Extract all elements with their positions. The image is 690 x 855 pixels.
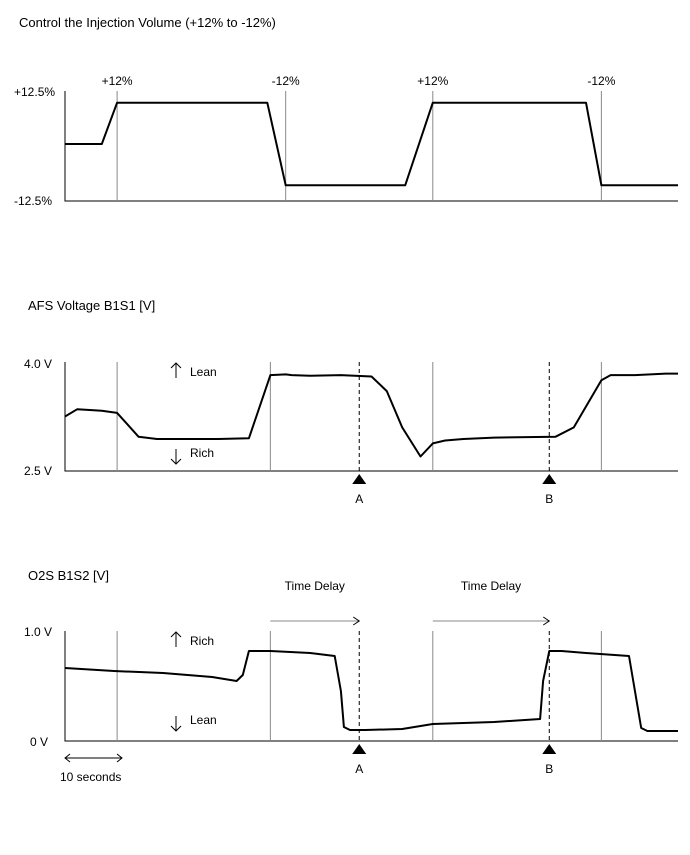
afs-axes [65,362,678,471]
injection-volume-trace [65,103,678,186]
o2s-axes [65,631,678,741]
afs-rich-annotation [171,446,214,464]
down-arrow-icon [171,716,181,731]
marker-label: -12% [587,74,616,88]
injection-chart-title: Control the Injection Volume (+12% to -12%) [19,15,276,30]
triangle-marker-icon [352,474,366,484]
afs-y-max-label: 4.0 V [24,357,53,371]
o2s-rich-label: Rich [190,634,215,648]
injection-y-min-label: -12.5% [14,194,53,208]
afs-lean-annotation [171,363,217,379]
up-arrow-icon [171,363,181,378]
point-label: A [355,762,364,776]
marker-label: +12% [101,74,133,88]
o2s-voltage-trace [65,651,678,731]
o2s-lean-label: Lean [190,713,217,727]
down-arrow-icon [171,449,181,464]
o2s-rich-annotation [171,632,214,648]
time-delay-label: Time Delay [460,579,522,593]
o2s-chart-title: O2S B1S2 [V] [28,568,109,583]
point-label: B [545,492,554,506]
marker-label: -12% [271,74,300,88]
o2s-y-min-label: 0 V [30,735,49,749]
injection-marker-lines [102,74,616,201]
afs-lean-label: Lean [190,365,217,379]
afs-rich-label: Rich [190,446,215,460]
triangle-marker-icon [542,474,556,484]
time-scale-indicator [60,754,122,784]
o2s-lean-annotation [171,713,217,731]
o2s-point-markers [352,631,556,776]
o2s-time-delays [270,579,549,625]
afs-point-markers [352,362,556,506]
marker-label: +12% [417,74,449,88]
afs-y-min-label: 2.5 V [24,464,53,478]
double-arrow-icon [65,754,122,762]
injection-y-max-label: +12.5% [14,85,56,99]
time-scale-label: 10 seconds [60,770,122,784]
o2s-voltage-chart [24,568,678,784]
point-label: A [355,492,364,506]
injection-volume-chart [14,15,678,208]
triangle-marker-icon [352,744,366,754]
afs-voltage-trace [65,374,678,457]
time-delay-label: Time Delay [284,579,345,593]
up-arrow-icon [171,632,181,647]
point-label: B [545,762,554,776]
afs-voltage-chart [24,298,678,506]
afs-chart-title: AFS Voltage B1S1 [V] [28,298,156,313]
triangle-marker-icon [542,744,556,754]
o2s-y-max-label: 1.0 V [24,625,53,639]
